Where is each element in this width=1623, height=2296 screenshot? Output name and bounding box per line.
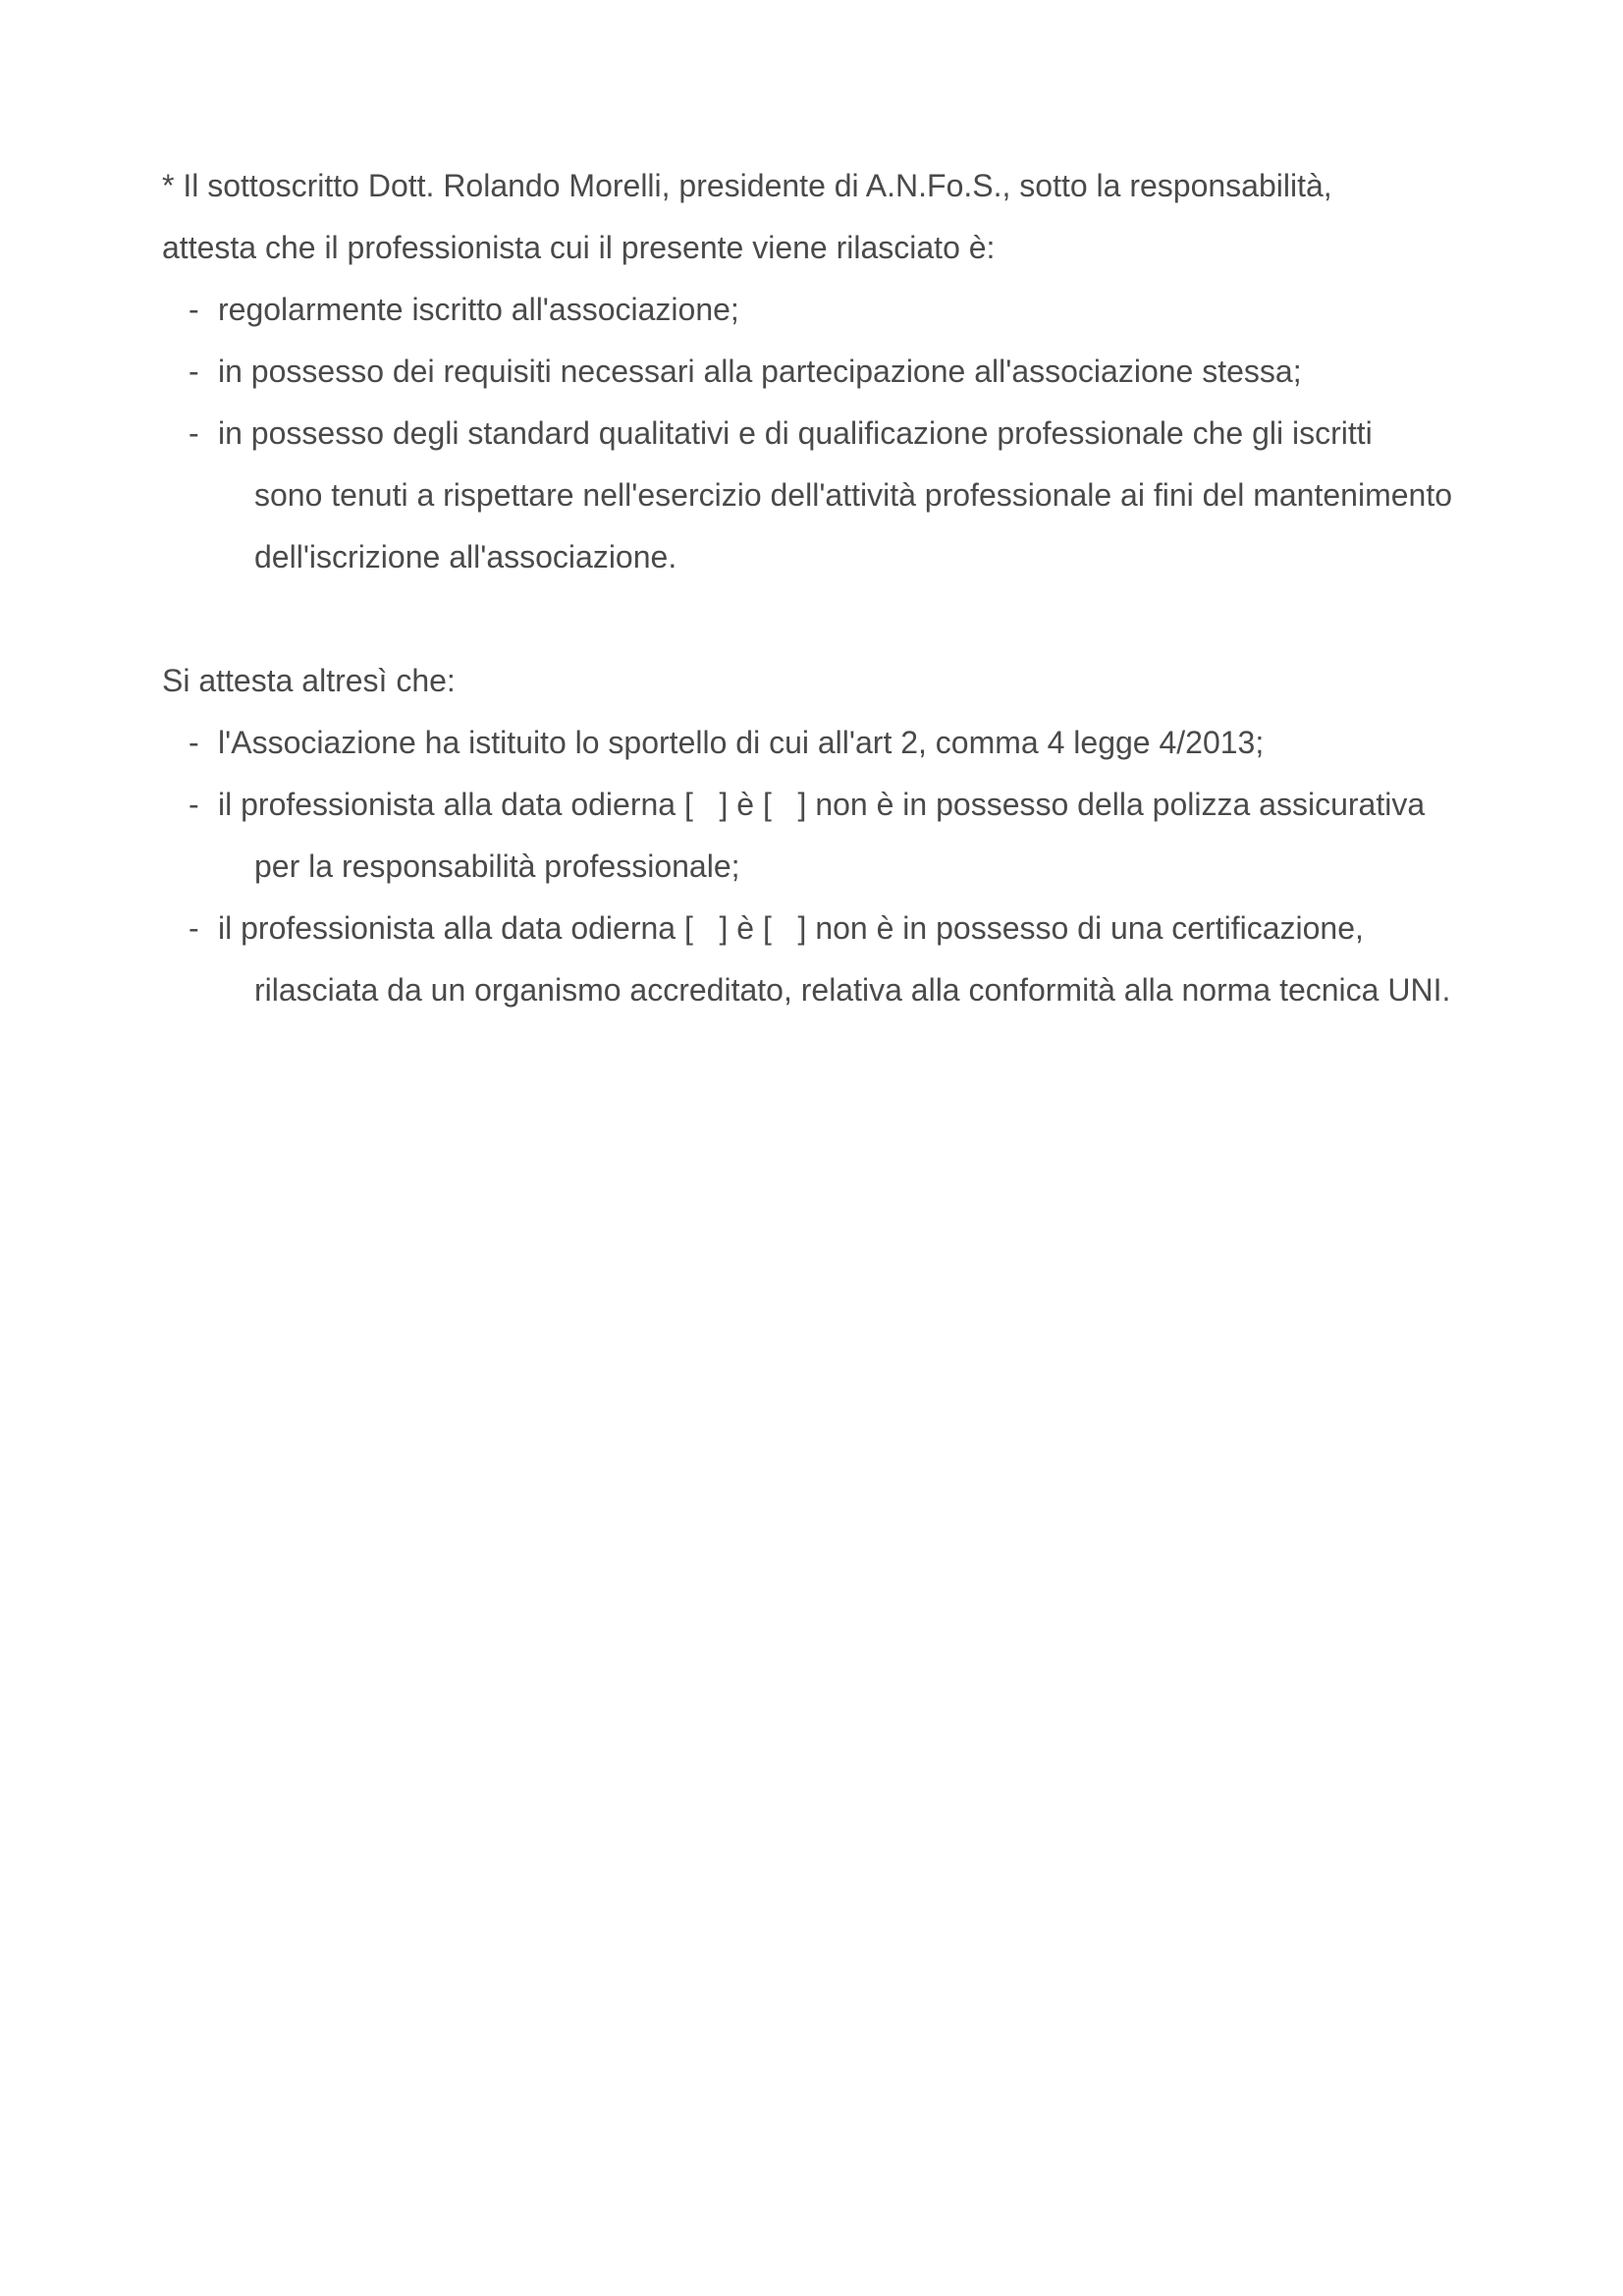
list-item xyxy=(162,341,1537,403)
list-item-continuation: dell'iscrizione all'associazione. xyxy=(254,539,677,574)
list-item-continuation: rilasciata da un organismo accreditato, relativa alla conformità alla norma tecnica UNI. xyxy=(254,972,1451,1008)
list-item-text: in possesso dei requisiti necessari alla partecipazione all'associazione stessa; xyxy=(218,354,1302,389)
list-item xyxy=(162,279,1537,341)
bullet-dash: - xyxy=(189,787,199,822)
list-item xyxy=(162,712,1537,774)
list-item xyxy=(162,898,1537,959)
list-item xyxy=(162,774,1537,836)
list-item-continuation: per la responsabilità professionale; xyxy=(254,848,740,884)
bullet-dash: - xyxy=(189,292,199,327)
list-item-text: il professionista alla data odierna [ ] è [ ] non è in possesso di una certificazione, xyxy=(218,910,1364,946)
intro-line-2: attesta che il professionista cui il presente viene rilasciato è: xyxy=(162,230,996,265)
list-item-continuation: sono tenuti a rispettare nell'esercizio dell'attività professionale ai fini del mantenimento xyxy=(254,477,1452,513)
intro-line-1: * Il sottoscritto Dott. Rolando Morelli, presidente di A.N.Fo.S., sotto la responsabilità, xyxy=(162,168,1332,203)
list-item xyxy=(162,403,1537,465)
bullet-dash: - xyxy=(189,725,199,760)
section-2-intro: Si attesta altresì che: xyxy=(162,663,456,698)
attestation-text xyxy=(162,155,1537,1021)
list-item-text: regolarmente iscritto all'associazione; xyxy=(218,292,739,327)
bullet-dash: - xyxy=(189,354,199,389)
bullet-dash: - xyxy=(189,415,199,451)
list-item-text: in possesso degli standard qualitativi e di qualificazione professionale che gli iscritti xyxy=(218,415,1373,451)
paragraph-gap xyxy=(162,588,1537,650)
bullet-dash: - xyxy=(189,910,199,946)
list-item-text: il professionista alla data odierna [ ] è [ ] non è in possesso della polizza assicurativa xyxy=(218,787,1426,822)
list-item-text: l'Associazione ha istituito lo sportello di cui all'art 2, comma 4 legge 4/2013; xyxy=(218,725,1265,760)
